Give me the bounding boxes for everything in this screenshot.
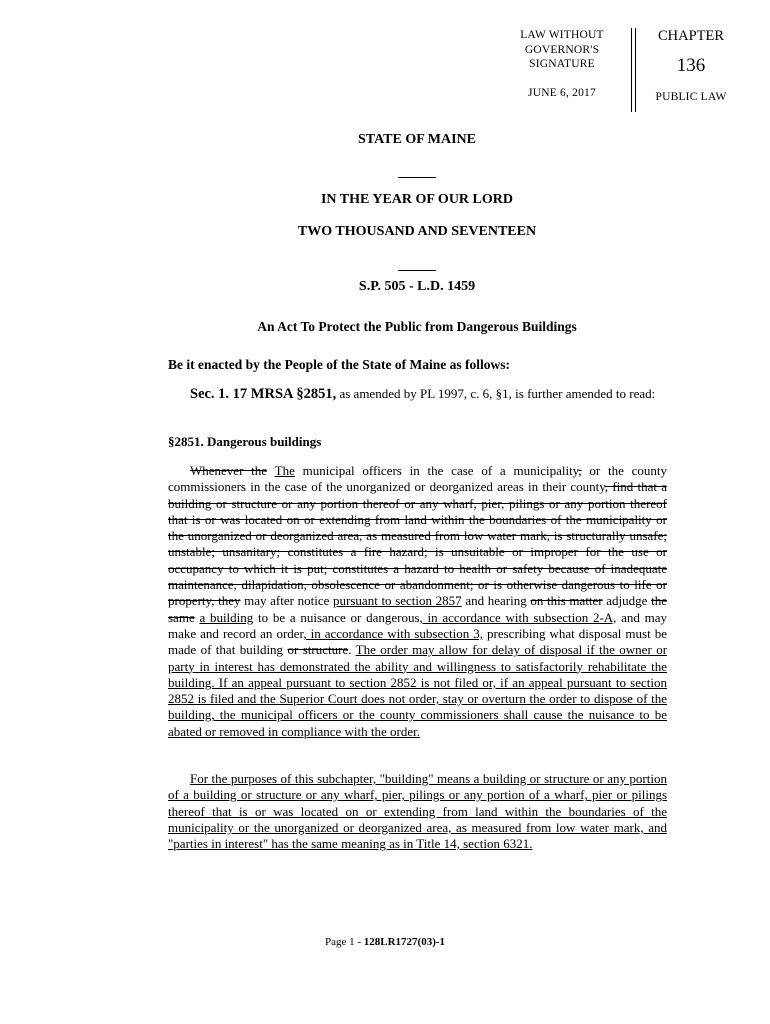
inserted-text: a building [199, 609, 254, 625]
chapter-number: 136 [676, 55, 706, 76]
signature-status [500, 28, 624, 100]
status-line-1: LAW WITHOUT [520, 29, 604, 41]
inserted-text: For the purposes of this subchapter, "building" means a building or structure or any portion of a building or structure or any wharf, pier, pilings or any portion of a wharf, pier or pilings thereof that is or was located on or extending from land within the boundaries of the municipality or the unorganized or deorganized area, as measured from low water mark, and "parties in interest" has the same meaning as in Title 14, section 6321. [168, 771, 667, 852]
inserted-text: The order may allow for delay of disposal if the owner or party in interest has demonstrated the ability and willingness to satisfactorily rehabilitate the building. If an appeal pursuant to section 2852 is not filed or, if an appeal pursuant to section 2852 is filed and the Superior Court does not order, stay or overturn the order to dispose of the building, the municipal officers or the county commissioners shall cause the nuisance to be abated or removed in compliance with the order. [168, 642, 668, 739]
amended-paragraph-2 [168, 771, 667, 852]
status-line-2: GOVERNOR'S [524, 43, 600, 56]
year-line-1: IN THE YEAR OF OUR LORD [320, 192, 513, 207]
statute-text: may after notice [240, 593, 334, 609]
law-type: PUBLIC LAW [655, 91, 727, 103]
section-text: as amended by PL 1997, c. 6, §1, is further amended to read: [336, 386, 656, 401]
deleted-text: on this matter [530, 593, 603, 609]
inserted-text: pursuant to section 2857 [333, 593, 462, 609]
deleted-text: Whenever the [190, 463, 268, 478]
statute-text [267, 463, 275, 478]
header-divider-left [631, 28, 632, 112]
statute-text: or the county commissioners in the case of the unorganized or deorganized areas in their county [168, 463, 668, 495]
document-id: 128LR1727(03)-1 [363, 936, 446, 948]
statute-text: . [348, 642, 356, 658]
title-divider-1 [398, 177, 436, 178]
statute-text: and hearing [461, 593, 531, 609]
statute-text: and may make and record an order [168, 609, 668, 641]
deleted-text: or structure [287, 642, 349, 658]
inserted-text: , in accordance with subsection 2-A, [419, 609, 617, 625]
bill-number: S.P. 505 - L.D. 1459 [358, 279, 476, 294]
inserted-text: , in accordance with subsection 3, [303, 625, 483, 641]
year-line-2: TWO THOUSAND AND SEVENTEEN [297, 224, 537, 239]
status-line-3: SIGNATURE [529, 58, 595, 70]
state-title: STATE OF MAINE [358, 132, 476, 147]
statute-text: adjudge [602, 593, 652, 609]
header-divider-right [635, 28, 636, 112]
chapter-block [642, 28, 740, 103]
amended-paragraph-1 [168, 463, 667, 740]
deleted-text: , [578, 463, 582, 478]
deleted-text: the same [168, 593, 667, 625]
section-1 [168, 386, 667, 402]
page-footer [0, 936, 770, 948]
statute-heading: §2851. Dangerous buildings [168, 434, 322, 449]
title-divider-2 [398, 270, 436, 271]
inserted-text: The [274, 463, 295, 478]
statute-text: prescribing what disposal must be made of that building [168, 625, 667, 658]
statute-text: to be a nuisance or dangerous [253, 609, 420, 625]
enacting-clause: Be it enacted by the People of the State of Maine as follows: [168, 357, 510, 372]
page-label: Page 1 - [324, 936, 364, 948]
section-label: Sec. 1. 17 MRSA §2851, [190, 386, 337, 402]
statute-text: municipal officers in the case of a municipality [294, 463, 579, 478]
enactment-date: JUNE 6, 2017 [528, 86, 596, 99]
deleted-text: , find that a building or structure or any portion thereof or any wharf, pier, pilings or any portion thereof that is or was located on or extending from land within the boundaries of the municipality or the unorganized or deorganized area, as measured from low water mark, is structurally unsafe; unstable; unsanitary; constitutes a fire hazard; is unsuitable or improper for the use or occupancy to which it is put; constitutes a hazard to health or safety because of inadequate maintenance, dilapidation, obsolescence or abandonment; or is otherwise dangerous to life or property, they [168, 479, 667, 609]
chapter-label: CHAPTER [657, 28, 725, 44]
act-title: An Act To Protect the Public from Dangerous Buildings [257, 319, 577, 334]
